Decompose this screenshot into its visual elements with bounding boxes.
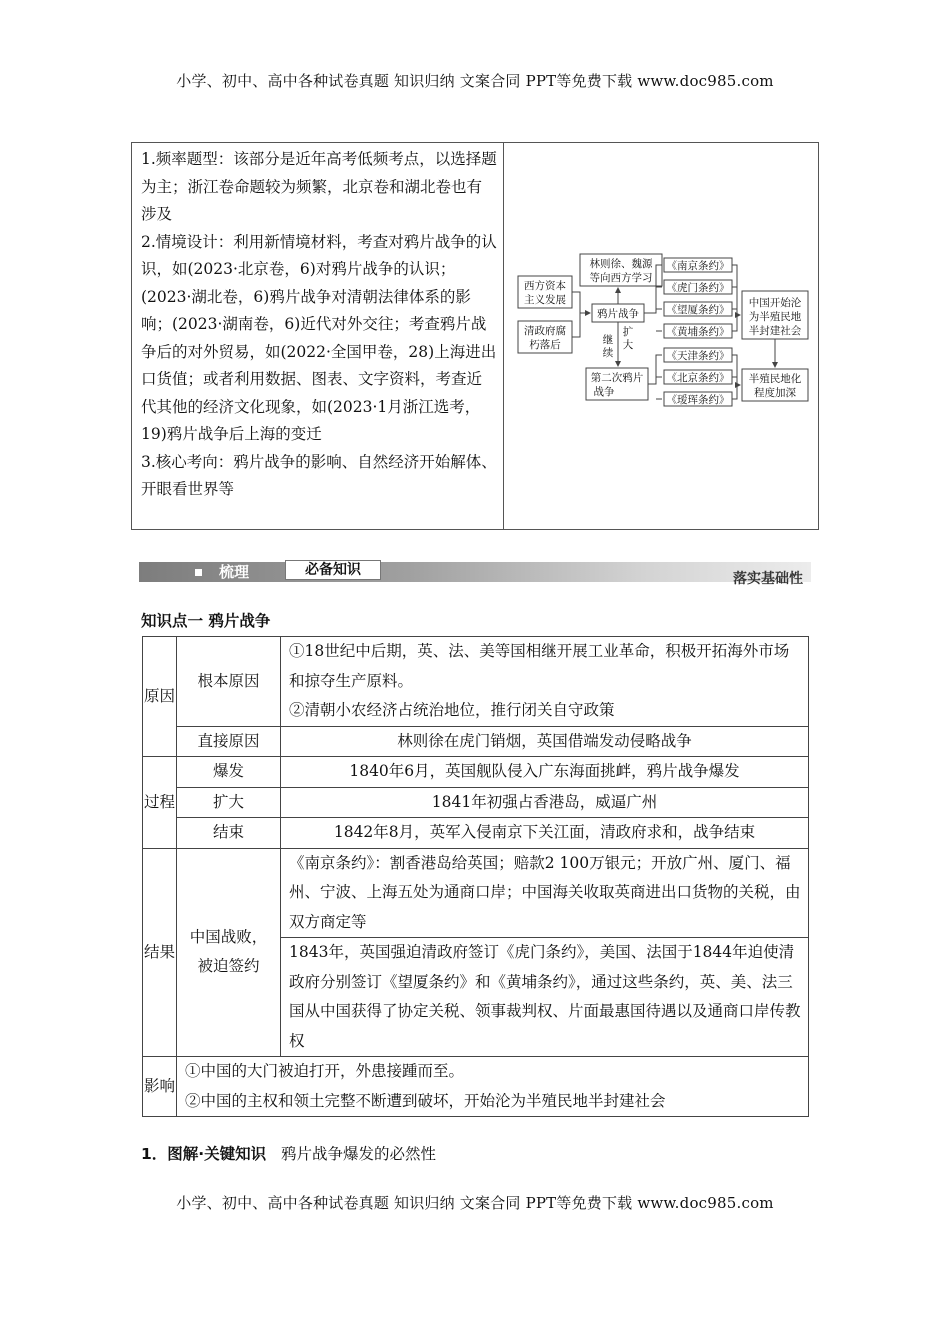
exam-info-text	[132, 143, 504, 529]
diagram-second-war-1: 第二次鸦片	[590, 372, 644, 384]
square-icon	[195, 569, 202, 576]
diagram-second-war-2: 战争	[593, 386, 615, 398]
diagram-treaty-huangpu: 《黄埔条约》	[666, 326, 730, 338]
cell-root-label: 根本原因	[177, 637, 281, 727]
cell-impact-text	[177, 1057, 809, 1117]
diagram-treaty-beijing: 《北京条约》	[666, 372, 730, 384]
cell-direct-text: 林则徐在虎门销烟，英国借端发动侵略战争	[281, 726, 809, 757]
opium-war-diagram	[512, 251, 812, 421]
banner-label-sort: 梳理	[219, 563, 250, 581]
cell-cause: 原因	[143, 637, 177, 757]
page-header: 小学、初中、高中各种试卷真题 知识归纳 文案合同 PPT等免费下载 www.doc985.com	[176, 72, 774, 90]
diagram-lin-line1: 林则徐、魏源	[589, 258, 653, 270]
diagram-deepen-1: 半殖民地化	[748, 373, 802, 385]
diagram-begin-1: 中国开始沦	[748, 297, 802, 309]
diagram-qing-line2: 朽落后	[529, 339, 561, 351]
diagram-begin-3: 半封建社会	[748, 325, 802, 337]
cell-outbreak-text: 1840年6月，英国舰队侵入广东海面挑衅，鸦片战争爆发	[281, 757, 809, 788]
impact-2: ②中国的主权和领土完整不断遭到破坏，开始沦为半殖民地半封建社会	[185, 1091, 666, 1110]
diagram-qing-line1: 清政府腐	[524, 325, 566, 337]
diagram-treaty-aigun: 《瑷珲条约》	[666, 394, 730, 406]
section-1-heading	[141, 1142, 436, 1164]
cell-outbreak-label: 爆发	[177, 757, 281, 788]
diagram-continue-2: 续	[602, 347, 614, 359]
diagram-opium-war: 鸦片战争	[597, 308, 639, 320]
cell-result-1: 《南京条约》：割香港岛给英国；赔款2 100万银元；开放广州、厦门、福州、宁波、上海五处为通商口岸；中国海关收取英商进出口货物的关税，由双方商定等	[281, 848, 809, 938]
section-1-title: 鸦片战争爆发的必然性	[280, 1145, 436, 1163]
diagram-treaty-wangxia: 《望厦条约》	[666, 304, 730, 316]
page-footer: 小学、初中、高中各种试卷真题 知识归纳 文案合同 PPT等免费下载 www.doc985.com	[176, 1194, 774, 1212]
root-cause-1: ①18世纪中后期，英、法、美等国相继开展工业革命，积极开拓海外市场和掠夺生产原料。	[289, 642, 790, 690]
diagram-expand-1: 扩	[622, 326, 634, 338]
diagram-west-line1: 西方资本	[524, 280, 566, 292]
diagram-continue-1: 继	[602, 334, 614, 346]
cell-direct-label: 直接原因	[177, 726, 281, 757]
diagram-west-line2: 主义发展	[524, 294, 566, 306]
diagram-deepen-2: 程度加深	[754, 387, 796, 399]
diagram-begin-2: 为半殖民地	[748, 311, 802, 323]
exam-info-table	[131, 142, 819, 530]
diagram-expand-2: 大	[622, 339, 634, 351]
section-1-label: 1．图解·关键知识	[141, 1145, 267, 1163]
info-context: 2.情境设计：利用新情境材料，考查对鸦片战争的认识，如(2023·北京卷，6)对鸦片战争的认识；(2023·湖北卷，6)鸦片战争对清朝法律体系的影响；(2023·湖南卷，6)近代对外交往；考查鸦片战争后的对外贸易，如(2022·全国甲卷，28)上海进出口货值；或者利用数据、图表、文字资料，考查近代其他的经济文化现象，如(2023·1月浙江选考，19)鸦片战争后上海的变迁	[141, 232, 497, 443]
section-banner	[139, 559, 811, 589]
cell-expand-label: 扩大	[177, 787, 281, 818]
cell-impact: 影响	[143, 1057, 177, 1117]
cell-defeat-label: 中国战败，被迫签约	[177, 848, 281, 1057]
cell-root-text	[281, 637, 809, 727]
opium-war-table	[142, 636, 809, 1117]
cell-process: 过程	[143, 757, 177, 849]
cell-expand-text: 1841年初强占香港岛，威逼广州	[281, 787, 809, 818]
banner-label-foundation: 落实基础性	[733, 571, 803, 587]
diagram-treaty-nanjing: 《南京条约》	[666, 260, 730, 272]
diagram-lin-line2: 等向西方学习	[589, 272, 653, 284]
cell-result: 结果	[143, 848, 177, 1057]
diagram-treaty-humen: 《虎门条约》	[666, 282, 730, 294]
banner-label-knowledge: 必备知识	[285, 560, 381, 580]
cell-result-2: 1843年，英国强迫清政府签订《虎门条约》，美国、法国于1844年迫使清政府分别签订《望厦条约》和《黄埔条约》，通过这些条约，英、美、法三国从中国获得了协定关税、领事裁判权、片面最惠国待遇以及通商口岸传教权	[281, 938, 809, 1057]
impact-1: ①中国的大门被迫打开，外患接踵而至。	[185, 1062, 465, 1080]
cell-end-text: 1842年8月，英军入侵南京下关江面，清政府求和，战争结束	[281, 818, 809, 849]
info-core: 3.核心考向：鸦片战争的影响、自然经济开始解体、开眼看世界等	[141, 452, 497, 498]
diagram-treaty-tianjin: 《天津条约》	[666, 350, 730, 362]
knowledge-point-title: 知识点一 鸦片战争	[141, 612, 271, 630]
cell-end-label: 结束	[177, 818, 281, 849]
root-cause-2: ②清朝小农经济占统治地位，推行闭关自守政策	[289, 701, 615, 719]
info-frequency: 1.频率题型：该部分是近年高考低频考点，以选择题为主；浙江卷命题较为频繁，北京卷和湖北卷也有涉及	[141, 150, 497, 223]
